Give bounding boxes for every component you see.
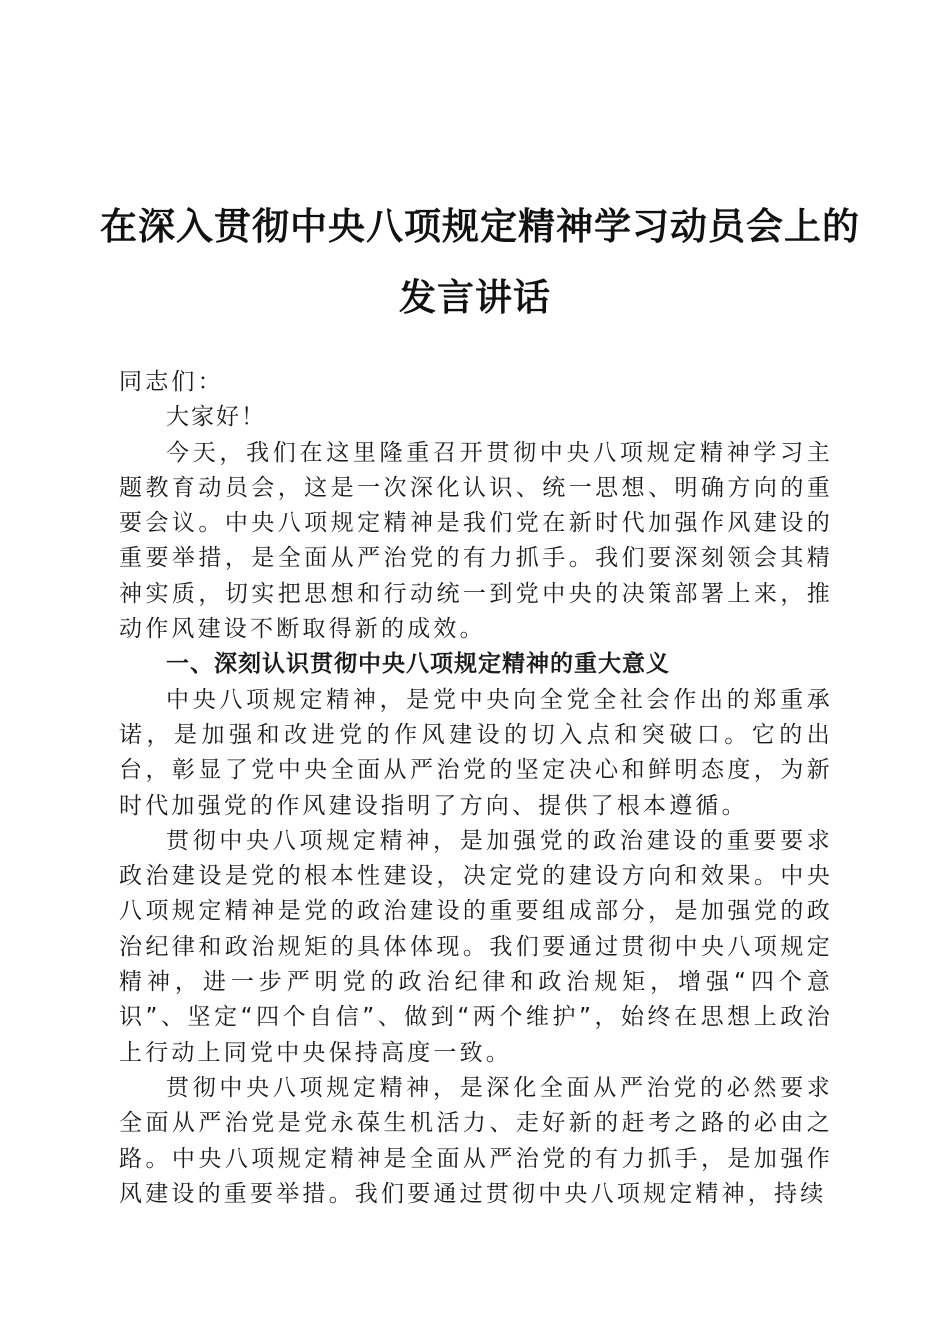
section-heading-1: 一、深刻认识贯彻中央八项规定精神的重大意义: [166, 651, 670, 678]
greeting: 大家好！: [166, 404, 266, 431]
salutation: 同志们：: [119, 369, 224, 395]
document-body: [119, 365, 833, 1212]
paragraph-intro: 今天，我们在这里隆重召开贯彻中央八项规定精神学习主题教育动员会，这是一次深化认识、统一思想、明确方向的重要会议。中央八项规定精神是我们党在新时代加强作风建设的重要举措，是全面从严治党的有力抓手。我们要深刻领会其精神实质，切实把思想和行动统一到党中央的决策部署上来，推动作风建设不断取得新的成效。: [119, 439, 833, 643]
paragraph-significance: 中央八项规定精神，是党中央向全党全社会作出的郑重承诺，是加强和改进党的作风建设的切入点和突破口。它的出台，彰显了党中央全面从严治党的坚定决心和鲜明态度，为新时代加强党的作风建设指明了方向、提供了根本遵循。: [119, 686, 833, 819]
paragraph-political-construction: 贯彻中央八项规定精神，是加强党的政治建设的重要要求政治建设是党的根本性建设，决定党的建设方向和效果。中央八项规定精神是党的政治建设的重要组成部分，是加强党的政治纪律和政治规矩的具体体现。我们要通过贯彻中央八项规定精神，进一步严明党的政治纪律和政治规矩，增强“四个意识”、坚定“四个自信”、做到“两个维护”，始终在思想上政治上行动上同党中央保持高度一致。: [119, 827, 833, 1066]
document-title-line-2: 发言讲话: [399, 275, 551, 319]
paragraph-strict-governance: 贯彻中央八项规定精神，是深化全面从严治党的必然要求全面从严治党是党永葆生机活力、走好新的赶考之路的必由之路。中央八项规定精神是全面从严治党的有力抓手，是加强作风建设的重要举措。我们要通过贯彻中央八项规定精神，持续: [119, 1074, 833, 1207]
document-title-line-1: 在深入贯彻中央八项规定精神学习动员会上的: [100, 204, 860, 248]
